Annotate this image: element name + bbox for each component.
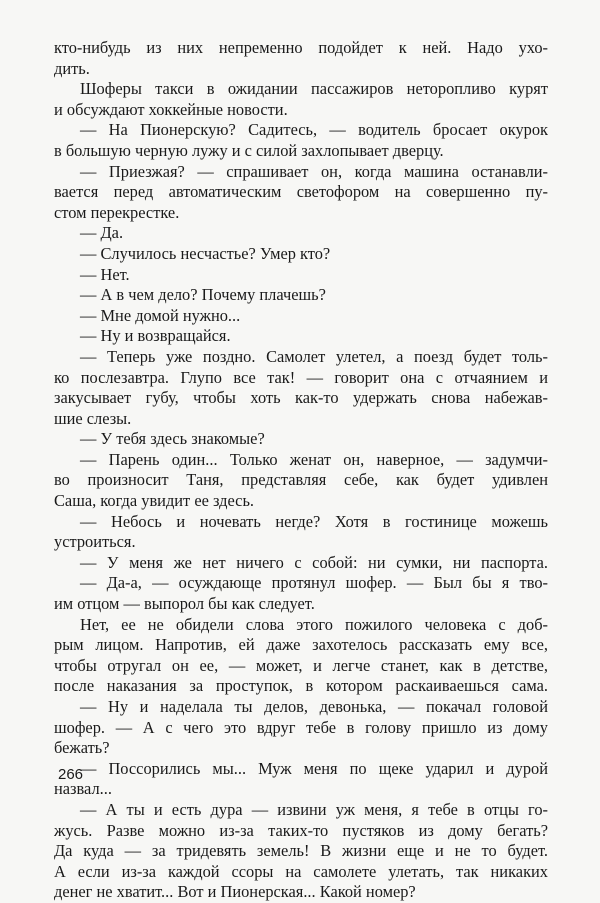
text-line: Да куда — за тридевять земель! В жизни еще и не то будет. — [54, 841, 548, 861]
text-line: дить. — [54, 58, 90, 78]
text-line: — Теперь уже поздно. Самолет улетел, а поезд будет толь- — [80, 346, 548, 366]
text-line: рым лицом. Напротив, ей даже захотелось рассказать ему все, — [54, 635, 548, 655]
text-line: — А в чем дело? Почему плачешь? — [80, 285, 326, 305]
text-line: А если из-за каждой ссоры на самолете улетать, так никаких — [54, 861, 548, 881]
text-line: — У тебя здесь знакомые? — [80, 429, 265, 449]
text-line: — Приезжая? — спрашивает он, когда машина останавли- — [80, 161, 548, 181]
text-line: — Да. — [80, 223, 124, 243]
text-line: после наказания за проступок, в котором раскаиваешься сама. — [54, 676, 548, 696]
text-line: в большую черную лужу и с силой захлопывает дверцу. — [54, 140, 444, 160]
text-line: бежать? — [54, 738, 110, 758]
text-line: — А ты и есть дура — извини уж меня, я тебе в отцы го- — [80, 799, 548, 819]
text-line: — Ну и возвращайся. — [80, 326, 231, 346]
text-line: Саша, когда увидит ее здесь. — [54, 491, 255, 511]
text-line: денег не хватит... Вот и Пионерская... Какой номер? — [54, 882, 416, 902]
text-line: — Парень один... Только женат он, наверное, — задумчи- — [80, 449, 548, 469]
text-line: ко послезавтра. Глупо все так! — говорит она с отчаянием и — [54, 367, 548, 387]
text-line: Шоферы такси в ожидании пассажиров неторопливо курят — [80, 79, 548, 99]
text-line: — На Пионерскую? Садитесь, — водитель бросает окурок — [80, 120, 548, 140]
text-line: во произносит Таня, представляя себе, как будет удивлен — [54, 470, 548, 490]
text-line: — Случилось несчастье? Умер кто? — [80, 243, 331, 263]
text-line: — Ну и наделала ты делов, девонька, — покачал головой — [80, 697, 548, 716]
text-line: — Поссорились мы... Муж меня по щеке ударил и дурой — [80, 758, 548, 778]
text-line: устроиться. — [54, 532, 136, 552]
text-line: и обсуждают хоккейные новости. — [54, 99, 288, 119]
text-line: кто-нибудь из них непременно подойдет к ней. Надо ухо- — [54, 38, 548, 57]
book-page-text — [54, 38, 548, 903]
text-line: — Небось и ночевать негде? Хотя в гостинице можешь — [80, 511, 548, 531]
text-line: вается перед автоматическим светофором на совершенно пу- — [54, 182, 548, 202]
page-number: 266 — [58, 766, 84, 783]
text-line: закусывает губу, чтобы хоть как-то удержать снова набежав- — [54, 388, 548, 408]
text-line: им отцом — выпорол бы как следует. — [54, 594, 315, 614]
text-line: — Да-а, — осуждающе протянул шофер. — Был бы я тво- — [80, 573, 548, 593]
text-line: — Нет. — [80, 264, 130, 284]
text-line: шие слезы. — [54, 408, 132, 428]
text-line: жусь. Разве можно из-за таких-то пустяков из дому бегать? — [54, 820, 548, 840]
text-line: чтобы отругал он ее, — может, и легче станет, как в детстве, — [54, 655, 548, 675]
text-line: — Мне домой нужно... — [80, 305, 241, 325]
text-line: назвал... — [54, 779, 112, 799]
text-line: Нет, ее не обидели слова этого пожилого человека с доб- — [80, 614, 548, 634]
text-line: стом перекрестке. — [54, 202, 180, 222]
text-line: шофер. — А с чего это вдруг тебе в голову пришло из дому — [54, 717, 548, 737]
text-line: — У меня же нет ничего с собой: ни сумки, ни паспорта. — [80, 552, 548, 572]
